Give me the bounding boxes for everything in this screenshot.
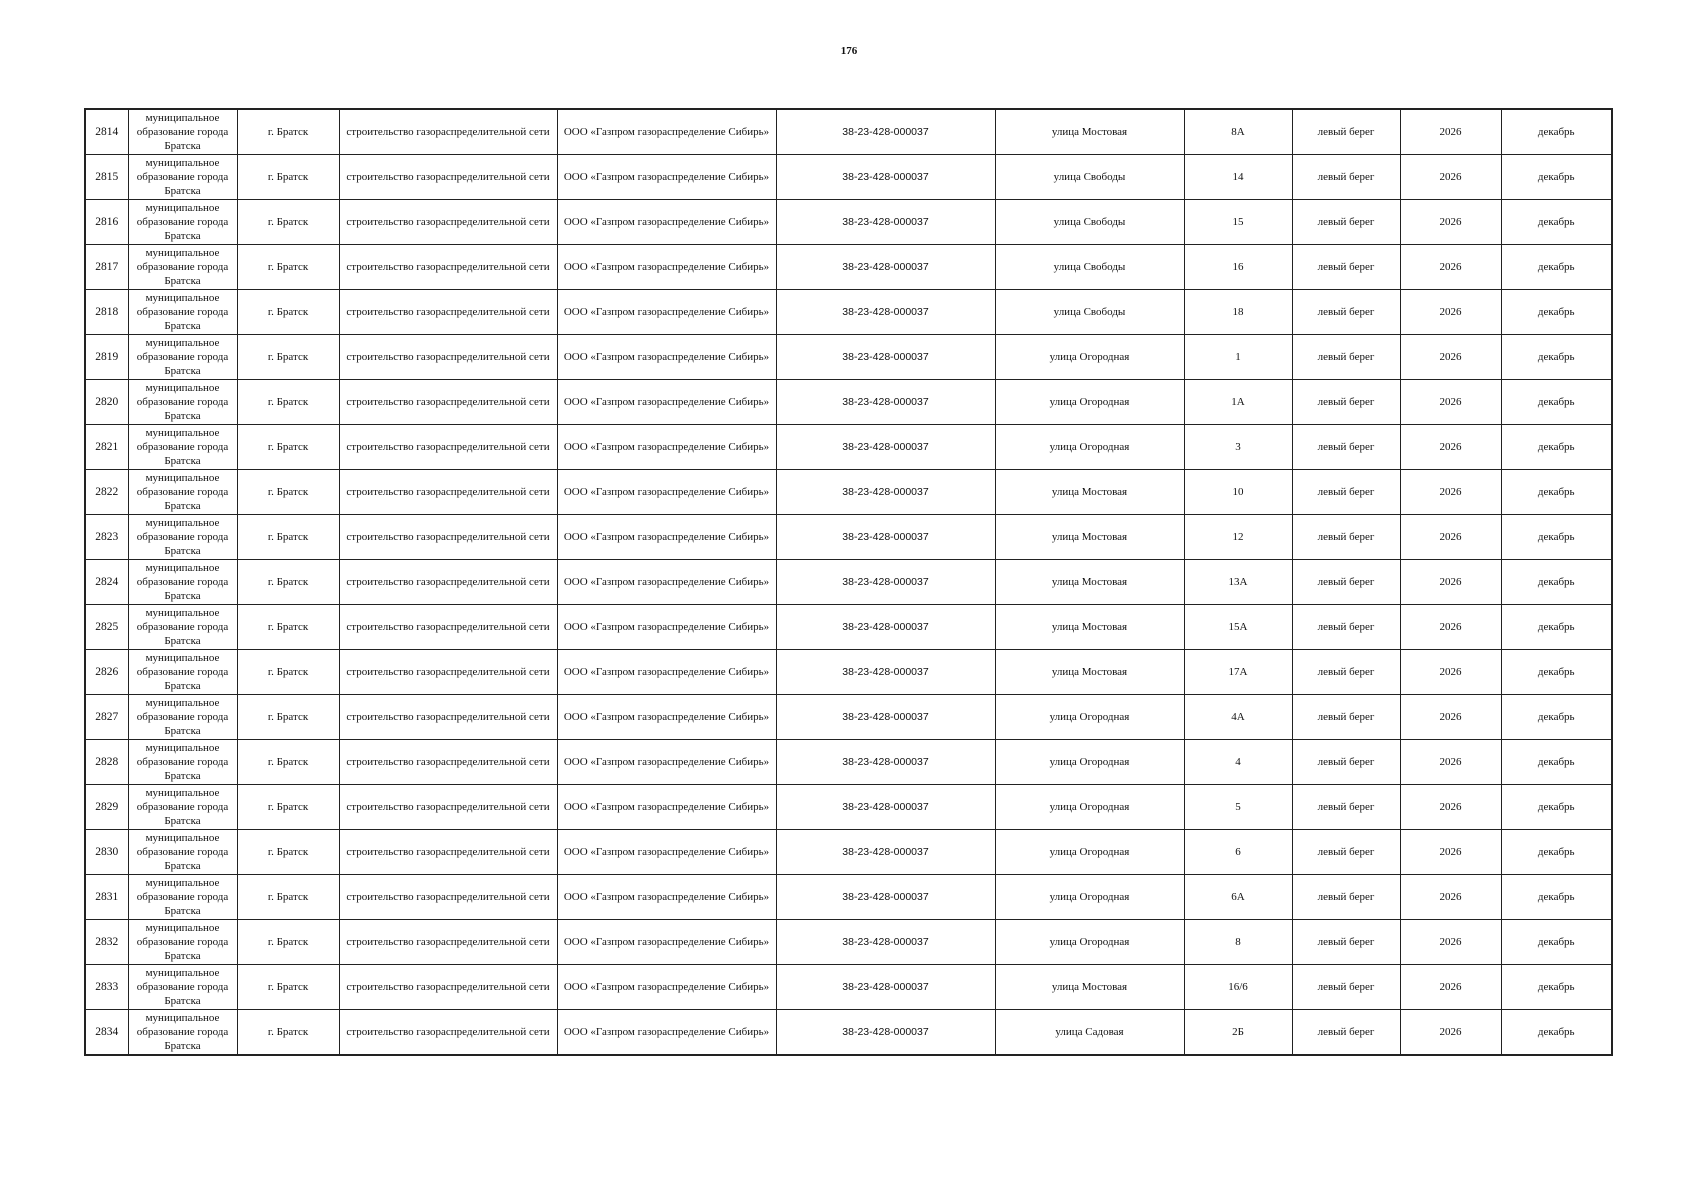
- municipality-cell: муниципальное образование города Братска: [128, 605, 237, 650]
- year-cell: 2026: [1400, 335, 1501, 380]
- row-number-cell: 2825: [85, 605, 128, 650]
- house-number-cell: 8А: [1184, 109, 1292, 155]
- street-cell: улица Огородная: [995, 425, 1184, 470]
- month-cell: декабрь: [1501, 830, 1612, 875]
- city-cell: г. Братск: [237, 470, 339, 515]
- month-cell: декабрь: [1501, 605, 1612, 650]
- work-type-cell: строительство газораспределительной сети: [339, 605, 557, 650]
- work-type-cell: строительство газораспределительной сети: [339, 695, 557, 740]
- month-cell: декабрь: [1501, 245, 1612, 290]
- river-bank-cell: левый берег: [1292, 1010, 1400, 1056]
- house-number-cell: 16/6: [1184, 965, 1292, 1010]
- object-code-cell: 38-23-428-000037: [776, 785, 995, 830]
- company-cell: ООО «Газпром газораспределение Сибирь»: [557, 380, 776, 425]
- row-number-cell: 2822: [85, 470, 128, 515]
- city-cell: г. Братск: [237, 245, 339, 290]
- municipality-cell: муниципальное образование города Братска: [128, 650, 237, 695]
- company-cell: ООО «Газпром газораспределение Сибирь»: [557, 425, 776, 470]
- year-cell: 2026: [1400, 560, 1501, 605]
- year-cell: 2026: [1400, 605, 1501, 650]
- object-code-cell: 38-23-428-000037: [776, 830, 995, 875]
- work-type-cell: строительство газораспределительной сети: [339, 650, 557, 695]
- month-cell: декабрь: [1501, 290, 1612, 335]
- object-code-cell: 38-23-428-000037: [776, 560, 995, 605]
- table-row: [85, 560, 1612, 605]
- city-cell: г. Братск: [237, 560, 339, 605]
- table-row: [85, 830, 1612, 875]
- row-number-cell: 2818: [85, 290, 128, 335]
- city-cell: г. Братск: [237, 200, 339, 245]
- table-row: [85, 920, 1612, 965]
- row-number-cell: 2827: [85, 695, 128, 740]
- table-row: [85, 650, 1612, 695]
- year-cell: 2026: [1400, 109, 1501, 155]
- year-cell: 2026: [1400, 965, 1501, 1010]
- table-row: [85, 109, 1612, 155]
- month-cell: декабрь: [1501, 695, 1612, 740]
- month-cell: декабрь: [1501, 875, 1612, 920]
- object-code-cell: 38-23-428-000037: [776, 470, 995, 515]
- street-cell: улица Свободы: [995, 290, 1184, 335]
- work-type-cell: строительство газораспределительной сети: [339, 200, 557, 245]
- river-bank-cell: левый берег: [1292, 245, 1400, 290]
- city-cell: г. Братск: [237, 380, 339, 425]
- table-row: [85, 515, 1612, 560]
- street-cell: улица Мостовая: [995, 109, 1184, 155]
- row-number-cell: 2826: [85, 650, 128, 695]
- work-type-cell: строительство газораспределительной сети: [339, 245, 557, 290]
- company-cell: ООО «Газпром газораспределение Сибирь»: [557, 650, 776, 695]
- house-number-cell: 8: [1184, 920, 1292, 965]
- row-number-cell: 2819: [85, 335, 128, 380]
- row-number-cell: 2830: [85, 830, 128, 875]
- street-cell: улица Мостовая: [995, 965, 1184, 1010]
- work-type-cell: строительство газораспределительной сети: [339, 875, 557, 920]
- work-type-cell: строительство газораспределительной сети: [339, 965, 557, 1010]
- row-number-cell: 2828: [85, 740, 128, 785]
- row-number-cell: 2829: [85, 785, 128, 830]
- municipality-cell: муниципальное образование города Братска: [128, 875, 237, 920]
- river-bank-cell: левый берег: [1292, 695, 1400, 740]
- work-type-cell: строительство газораспределительной сети: [339, 109, 557, 155]
- work-type-cell: строительство газораспределительной сети: [339, 155, 557, 200]
- house-number-cell: 4А: [1184, 695, 1292, 740]
- object-code-cell: 38-23-428-000037: [776, 290, 995, 335]
- work-type-cell: строительство газораспределительной сети: [339, 470, 557, 515]
- table-row: [85, 200, 1612, 245]
- street-cell: улица Мостовая: [995, 650, 1184, 695]
- street-cell: улица Свободы: [995, 200, 1184, 245]
- company-cell: ООО «Газпром газораспределение Сибирь»: [557, 785, 776, 830]
- row-number-cell: 2820: [85, 380, 128, 425]
- table-row: [85, 605, 1612, 650]
- city-cell: г. Братск: [237, 109, 339, 155]
- object-code-cell: 38-23-428-000037: [776, 1010, 995, 1056]
- house-number-cell: 17А: [1184, 650, 1292, 695]
- river-bank-cell: левый берег: [1292, 785, 1400, 830]
- row-number-cell: 2815: [85, 155, 128, 200]
- company-cell: ООО «Газпром газораспределение Сибирь»: [557, 335, 776, 380]
- street-cell: улица Мостовая: [995, 560, 1184, 605]
- city-cell: г. Братск: [237, 425, 339, 470]
- month-cell: декабрь: [1501, 380, 1612, 425]
- object-code-cell: 38-23-428-000037: [776, 605, 995, 650]
- city-cell: г. Братск: [237, 605, 339, 650]
- street-cell: улица Садовая: [995, 1010, 1184, 1056]
- table-row: [85, 875, 1612, 920]
- city-cell: г. Братск: [237, 965, 339, 1010]
- municipality-cell: муниципальное образование города Братска: [128, 109, 237, 155]
- row-number-cell: 2823: [85, 515, 128, 560]
- river-bank-cell: левый берег: [1292, 515, 1400, 560]
- river-bank-cell: левый берег: [1292, 380, 1400, 425]
- year-cell: 2026: [1400, 290, 1501, 335]
- company-cell: ООО «Газпром газораспределение Сибирь»: [557, 290, 776, 335]
- municipality-cell: муниципальное образование города Братска: [128, 425, 237, 470]
- table-row: [85, 1010, 1612, 1056]
- company-cell: ООО «Газпром газораспределение Сибирь»: [557, 155, 776, 200]
- month-cell: декабрь: [1501, 740, 1612, 785]
- company-cell: ООО «Газпром газораспределение Сибирь»: [557, 875, 776, 920]
- row-number-cell: 2833: [85, 965, 128, 1010]
- year-cell: 2026: [1400, 1010, 1501, 1056]
- house-number-cell: 12: [1184, 515, 1292, 560]
- municipality-cell: муниципальное образование города Братска: [128, 515, 237, 560]
- year-cell: 2026: [1400, 920, 1501, 965]
- registry-table: [84, 108, 1613, 1056]
- city-cell: г. Братск: [237, 1010, 339, 1056]
- house-number-cell: 15А: [1184, 605, 1292, 650]
- table-row: [85, 785, 1612, 830]
- street-cell: улица Мостовая: [995, 515, 1184, 560]
- municipality-cell: муниципальное образование города Братска: [128, 560, 237, 605]
- river-bank-cell: левый берег: [1292, 290, 1400, 335]
- row-number-cell: 2824: [85, 560, 128, 605]
- company-cell: ООО «Газпром газораспределение Сибирь»: [557, 470, 776, 515]
- work-type-cell: строительство газораспределительной сети: [339, 740, 557, 785]
- house-number-cell: 16: [1184, 245, 1292, 290]
- municipality-cell: муниципальное образование города Братска: [128, 470, 237, 515]
- row-number-cell: 2814: [85, 109, 128, 155]
- object-code-cell: 38-23-428-000037: [776, 515, 995, 560]
- table-row: [85, 335, 1612, 380]
- house-number-cell: 13А: [1184, 560, 1292, 605]
- city-cell: г. Братск: [237, 920, 339, 965]
- municipality-cell: муниципальное образование города Братска: [128, 695, 237, 740]
- house-number-cell: 18: [1184, 290, 1292, 335]
- month-cell: декабрь: [1501, 785, 1612, 830]
- object-code-cell: 38-23-428-000037: [776, 335, 995, 380]
- object-code-cell: 38-23-428-000037: [776, 920, 995, 965]
- house-number-cell: 6: [1184, 830, 1292, 875]
- row-number-cell: 2832: [85, 920, 128, 965]
- company-cell: ООО «Газпром газораспределение Сибирь»: [557, 200, 776, 245]
- object-code-cell: 38-23-428-000037: [776, 425, 995, 470]
- company-cell: ООО «Газпром газораспределение Сибирь»: [557, 965, 776, 1010]
- street-cell: улица Огородная: [995, 785, 1184, 830]
- object-code-cell: 38-23-428-000037: [776, 650, 995, 695]
- company-cell: ООО «Газпром газораспределение Сибирь»: [557, 245, 776, 290]
- month-cell: декабрь: [1501, 920, 1612, 965]
- street-cell: улица Огородная: [995, 920, 1184, 965]
- month-cell: декабрь: [1501, 965, 1612, 1010]
- object-code-cell: 38-23-428-000037: [776, 695, 995, 740]
- company-cell: ООО «Газпром газораспределение Сибирь»: [557, 109, 776, 155]
- house-number-cell: 10: [1184, 470, 1292, 515]
- city-cell: г. Братск: [237, 290, 339, 335]
- month-cell: декабрь: [1501, 650, 1612, 695]
- street-cell: улица Мостовая: [995, 470, 1184, 515]
- year-cell: 2026: [1400, 650, 1501, 695]
- object-code-cell: 38-23-428-000037: [776, 380, 995, 425]
- street-cell: улица Огородная: [995, 695, 1184, 740]
- work-type-cell: строительство газораспределительной сети: [339, 515, 557, 560]
- table-row: [85, 965, 1612, 1010]
- river-bank-cell: левый берег: [1292, 470, 1400, 515]
- row-number-cell: 2831: [85, 875, 128, 920]
- city-cell: г. Братск: [237, 650, 339, 695]
- table-row: [85, 245, 1612, 290]
- company-cell: ООО «Газпром газораспределение Сибирь»: [557, 515, 776, 560]
- city-cell: г. Братск: [237, 515, 339, 560]
- house-number-cell: 4: [1184, 740, 1292, 785]
- company-cell: ООО «Газпром газораспределение Сибирь»: [557, 920, 776, 965]
- work-type-cell: строительство газораспределительной сети: [339, 560, 557, 605]
- municipality-cell: муниципальное образование города Братска: [128, 785, 237, 830]
- object-code-cell: 38-23-428-000037: [776, 875, 995, 920]
- city-cell: г. Братск: [237, 785, 339, 830]
- house-number-cell: 15: [1184, 200, 1292, 245]
- month-cell: декабрь: [1501, 1010, 1612, 1056]
- year-cell: 2026: [1400, 740, 1501, 785]
- company-cell: ООО «Газпром газораспределение Сибирь»: [557, 695, 776, 740]
- municipality-cell: муниципальное образование города Братска: [128, 1010, 237, 1056]
- table-row: [85, 425, 1612, 470]
- river-bank-cell: левый берег: [1292, 200, 1400, 245]
- work-type-cell: строительство газораспределительной сети: [339, 335, 557, 380]
- city-cell: г. Братск: [237, 830, 339, 875]
- street-cell: улица Огородная: [995, 335, 1184, 380]
- table-row: [85, 470, 1612, 515]
- table-row: [85, 695, 1612, 740]
- company-cell: ООО «Газпром газораспределение Сибирь»: [557, 1010, 776, 1056]
- municipality-cell: муниципальное образование города Братска: [128, 200, 237, 245]
- registry-body: [85, 109, 1612, 1055]
- table-row: [85, 155, 1612, 200]
- year-cell: 2026: [1400, 155, 1501, 200]
- city-cell: г. Братск: [237, 335, 339, 380]
- work-type-cell: строительство газораспределительной сети: [339, 290, 557, 335]
- year-cell: 2026: [1400, 830, 1501, 875]
- table-row: [85, 290, 1612, 335]
- row-number-cell: 2821: [85, 425, 128, 470]
- municipality-cell: муниципальное образование города Братска: [128, 290, 237, 335]
- month-cell: декабрь: [1501, 335, 1612, 380]
- object-code-cell: 38-23-428-000037: [776, 109, 995, 155]
- month-cell: декабрь: [1501, 515, 1612, 560]
- municipality-cell: муниципальное образование города Братска: [128, 335, 237, 380]
- city-cell: г. Братск: [237, 155, 339, 200]
- municipality-cell: муниципальное образование города Братска: [128, 380, 237, 425]
- river-bank-cell: левый берег: [1292, 965, 1400, 1010]
- year-cell: 2026: [1400, 875, 1501, 920]
- municipality-cell: муниципальное образование города Братска: [128, 965, 237, 1010]
- street-cell: улица Свободы: [995, 155, 1184, 200]
- table-row: [85, 380, 1612, 425]
- work-type-cell: строительство газораспределительной сети: [339, 425, 557, 470]
- table-row: [85, 740, 1612, 785]
- month-cell: декабрь: [1501, 200, 1612, 245]
- river-bank-cell: левый берег: [1292, 425, 1400, 470]
- object-code-cell: 38-23-428-000037: [776, 245, 995, 290]
- river-bank-cell: левый берег: [1292, 830, 1400, 875]
- work-type-cell: строительство газораспределительной сети: [339, 830, 557, 875]
- year-cell: 2026: [1400, 470, 1501, 515]
- object-code-cell: 38-23-428-000037: [776, 155, 995, 200]
- month-cell: декабрь: [1501, 425, 1612, 470]
- year-cell: 2026: [1400, 245, 1501, 290]
- object-code-cell: 38-23-428-000037: [776, 965, 995, 1010]
- city-cell: г. Братск: [237, 740, 339, 785]
- year-cell: 2026: [1400, 425, 1501, 470]
- river-bank-cell: левый берег: [1292, 875, 1400, 920]
- street-cell: улица Огородная: [995, 740, 1184, 785]
- year-cell: 2026: [1400, 785, 1501, 830]
- house-number-cell: 1: [1184, 335, 1292, 380]
- river-bank-cell: левый берег: [1292, 109, 1400, 155]
- object-code-cell: 38-23-428-000037: [776, 740, 995, 785]
- row-number-cell: 2817: [85, 245, 128, 290]
- river-bank-cell: левый берег: [1292, 920, 1400, 965]
- municipality-cell: муниципальное образование города Братска: [128, 740, 237, 785]
- house-number-cell: 14: [1184, 155, 1292, 200]
- street-cell: улица Огородная: [995, 380, 1184, 425]
- year-cell: 2026: [1400, 695, 1501, 740]
- year-cell: 2026: [1400, 515, 1501, 560]
- month-cell: декабрь: [1501, 470, 1612, 515]
- municipality-cell: муниципальное образование города Братска: [128, 830, 237, 875]
- month-cell: декабрь: [1501, 560, 1612, 605]
- house-number-cell: 5: [1184, 785, 1292, 830]
- river-bank-cell: левый берег: [1292, 155, 1400, 200]
- row-number-cell: 2816: [85, 200, 128, 245]
- house-number-cell: 1А: [1184, 380, 1292, 425]
- river-bank-cell: левый берег: [1292, 560, 1400, 605]
- company-cell: ООО «Газпром газораспределение Сибирь»: [557, 560, 776, 605]
- company-cell: ООО «Газпром газораспределение Сибирь»: [557, 830, 776, 875]
- municipality-cell: муниципальное образование города Братска: [128, 155, 237, 200]
- year-cell: 2026: [1400, 200, 1501, 245]
- year-cell: 2026: [1400, 380, 1501, 425]
- work-type-cell: строительство газораспределительной сети: [339, 920, 557, 965]
- river-bank-cell: левый берег: [1292, 740, 1400, 785]
- work-type-cell: строительство газораспределительной сети: [339, 785, 557, 830]
- river-bank-cell: левый берег: [1292, 335, 1400, 380]
- house-number-cell: 6А: [1184, 875, 1292, 920]
- work-type-cell: строительство газораспределительной сети: [339, 1010, 557, 1056]
- month-cell: декабрь: [1501, 109, 1612, 155]
- house-number-cell: 3: [1184, 425, 1292, 470]
- row-number-cell: 2834: [85, 1010, 128, 1056]
- street-cell: улица Огородная: [995, 830, 1184, 875]
- river-bank-cell: левый берег: [1292, 605, 1400, 650]
- city-cell: г. Братск: [237, 695, 339, 740]
- municipality-cell: муниципальное образование города Братска: [128, 245, 237, 290]
- page-number: 176: [840, 45, 858, 57]
- object-code-cell: 38-23-428-000037: [776, 200, 995, 245]
- house-number-cell: 2Б: [1184, 1010, 1292, 1056]
- month-cell: декабрь: [1501, 155, 1612, 200]
- company-cell: ООО «Газпром газораспределение Сибирь»: [557, 740, 776, 785]
- river-bank-cell: левый берег: [1292, 650, 1400, 695]
- work-type-cell: строительство газораспределительной сети: [339, 380, 557, 425]
- municipality-cell: муниципальное образование города Братска: [128, 920, 237, 965]
- company-cell: ООО «Газпром газораспределение Сибирь»: [557, 605, 776, 650]
- street-cell: улица Огородная: [995, 875, 1184, 920]
- street-cell: улица Мостовая: [995, 605, 1184, 650]
- city-cell: г. Братск: [237, 875, 339, 920]
- street-cell: улица Свободы: [995, 245, 1184, 290]
